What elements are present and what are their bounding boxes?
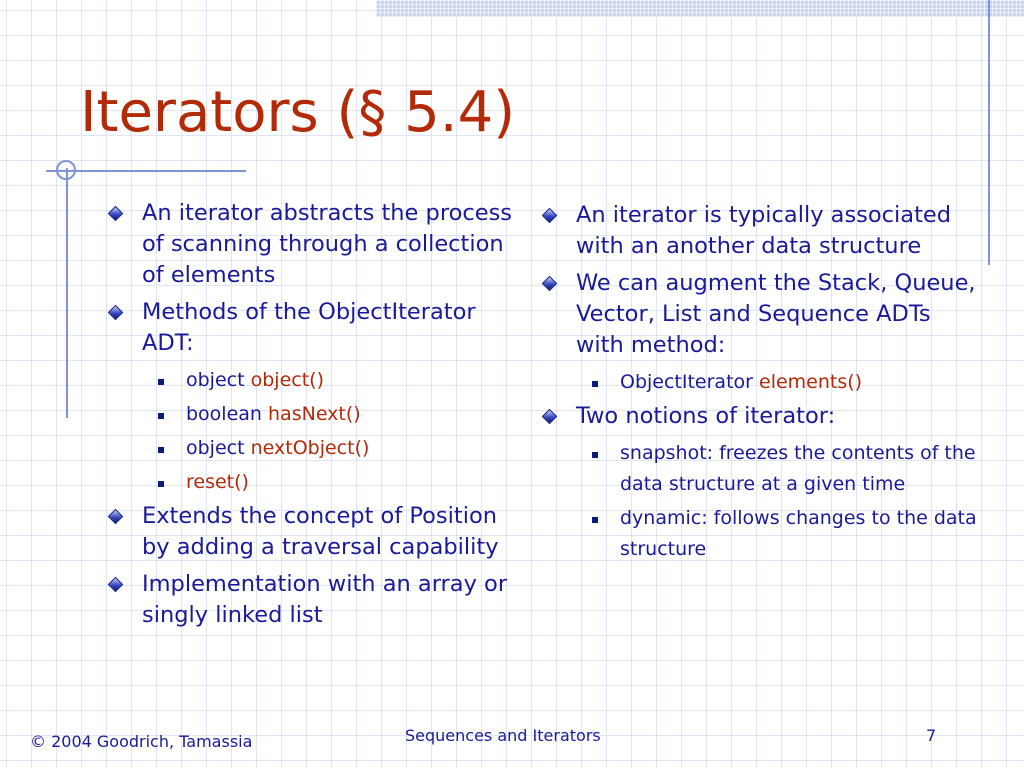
slide-title: Iterators (§ 5.4): [80, 80, 516, 145]
sub-bullet-item: [104, 399, 524, 430]
footer-title: Sequences and Iterators: [405, 726, 601, 745]
method-name: object(): [250, 369, 324, 391]
diamond-bullet-icon: [542, 208, 558, 224]
bullet-item: [104, 569, 524, 631]
diamond-bullet-icon: [108, 509, 124, 525]
square-bullet-icon: [158, 379, 164, 385]
diamond-bullet-icon: [542, 276, 558, 292]
bullet-item: [538, 200, 978, 262]
diamond-bullet-icon: [108, 577, 124, 593]
diamond-bullet-icon: [542, 409, 558, 425]
crosshair-icon: [56, 160, 76, 180]
bullet-item: [104, 198, 524, 291]
square-bullet-icon: [592, 517, 598, 523]
sub-bullet-item: [104, 365, 524, 396]
bullet-item: [104, 501, 524, 563]
square-bullet-icon: [592, 452, 598, 458]
sub-bullet-item: [104, 433, 524, 464]
bullet-text: An iterator is typically associated with an another data structure: [576, 202, 952, 259]
bullet-text: Two notions of iterator:: [576, 403, 836, 429]
footer-copyright: © 2004 Goodrich, Tamassia: [30, 732, 253, 751]
bullet-item: [538, 401, 978, 432]
bullet-text: Extends the concept of Position by adding a traversal capability: [142, 503, 499, 560]
method-type: object: [186, 437, 245, 459]
method-type: ObjectIterator: [620, 371, 753, 393]
sub-bullet-item: [104, 467, 524, 498]
method-name: nextObject(): [250, 437, 370, 459]
method-type: boolean: [186, 403, 262, 425]
bullet-text: Implementation with an array or singly linked list: [142, 571, 508, 628]
square-bullet-icon: [592, 381, 598, 387]
square-bullet-icon: [158, 447, 164, 453]
method-name: hasNext(): [268, 403, 361, 425]
sub-bullet-text: snapshot: freezes the contents of the data structure at a given time: [620, 442, 976, 495]
top-decorative-band: [376, 0, 1024, 17]
diamond-bullet-icon: [108, 305, 124, 321]
bullet-item: [538, 268, 978, 361]
square-bullet-icon: [158, 481, 164, 487]
bullet-text: We can augment the Stack, Queue, Vector, List and Sequence ADTs with method:: [576, 270, 976, 358]
sub-bullet-item: [538, 367, 978, 398]
sub-bullet-item: [538, 503, 978, 565]
left-column: [104, 198, 524, 637]
bullet-text: Methods of the ObjectIterator ADT:: [142, 299, 476, 356]
method-type: object: [186, 369, 245, 391]
square-bullet-icon: [158, 413, 164, 419]
method-name: reset(): [186, 471, 249, 493]
sub-bullet-item: [538, 438, 978, 500]
method-name: elements(): [759, 371, 863, 393]
page-number: 7: [926, 726, 937, 745]
right-column: [538, 198, 978, 568]
bullet-text: An iterator abstracts the process of scanning through a collection of elements: [142, 200, 513, 288]
right-decorative-line: [988, 0, 990, 265]
left-decorative-line: [66, 168, 68, 418]
sub-bullet-text: dynamic: follows changes to the data structure: [620, 507, 977, 560]
diamond-bullet-icon: [108, 206, 124, 222]
title-underline: [46, 170, 246, 172]
bullet-item: [104, 297, 524, 359]
